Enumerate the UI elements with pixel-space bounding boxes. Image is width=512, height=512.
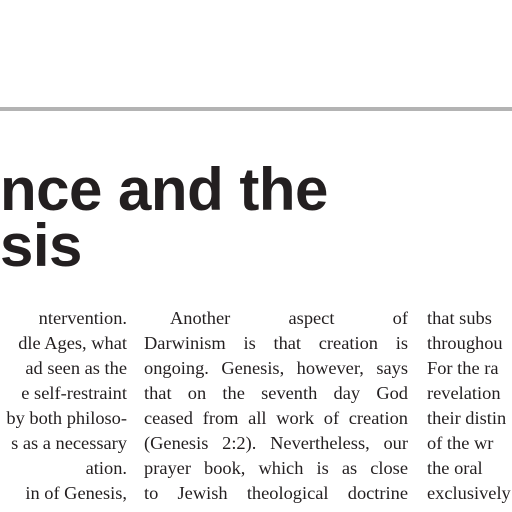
text-column-left [0,306,127,506]
text-line: ation. [85,458,127,478]
text-line: by both philoso- [6,408,127,428]
text-line: throughou [427,333,503,353]
text-line: ceased from all work of creation [144,408,408,428]
text-line: Darwinism is that creation is [144,333,408,353]
text-line: (Genesis 2:2). Nevertheless, our [144,433,408,453]
text-line: revelation [427,383,501,403]
article-headline [0,156,512,279]
headline-line-1: nce and the [0,156,328,223]
text-column-middle [144,306,408,506]
text-line: Another aspect of [170,308,408,328]
text-line: exclusively [427,483,511,503]
text-line: their distin [427,408,507,428]
text-line: prayer book, which is as close [144,458,408,478]
text-line: ongoing. Genesis, however, says [144,358,408,378]
text-line: of the wr [427,433,494,453]
text-line: ad seen as the [25,358,127,378]
text-line: s as a necessary [11,433,127,453]
headline-line-2: sis [0,212,82,279]
section-divider [0,107,512,111]
text-column-right [427,306,512,506]
text-line: that on the seventh day God [144,383,408,403]
text-line: e self-restraint [21,383,127,403]
text-line: in of Genesis, [25,483,127,503]
text-line: ntervention. [38,308,127,328]
text-line: that subs [427,308,492,328]
text-line: to Jewish theological doctrine [144,483,408,503]
text-line: the oral [427,458,483,478]
text-line: For the ra [427,358,499,378]
text-line: dle Ages, what [18,333,127,353]
